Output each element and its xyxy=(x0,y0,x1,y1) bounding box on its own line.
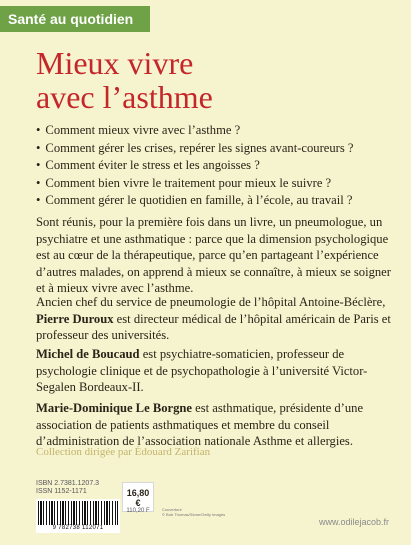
cover-credits xyxy=(162,507,225,517)
bio-text: est psychiatre-somaticien, professeur de psychologie clinique et de psychopathologie à l’université Victor-Segalen Bordeaux-II. xyxy=(36,347,368,394)
author-name: Marie-Dominique Le Borgne xyxy=(36,401,193,415)
price-box xyxy=(122,482,154,512)
publisher-website: www.odilejacob.fr xyxy=(318,517,389,527)
barcode-number: 9 782738 112071 xyxy=(52,525,104,531)
barcode xyxy=(36,499,120,533)
collection-credit: Collection dirigée par Édouard Zarifian xyxy=(36,446,211,458)
price-euro: 16,80 € xyxy=(126,488,150,508)
question-item: • Comment éviter le stress et les angoisses ? xyxy=(36,157,354,175)
title-line-1: Mieux vivre xyxy=(36,45,194,81)
question-list xyxy=(36,122,354,210)
issn-number: ISSN 1152-1171 xyxy=(36,488,87,495)
bio-text: est directeur médical de l’hôpital américain de Paris et professeur des universités. xyxy=(36,311,391,342)
bio-text: Ancien chef du service de pneumologie de l’hôpital Antoine-Béclère, xyxy=(36,295,386,309)
question-item: • Comment mieux vivre avec l’asthme ? xyxy=(36,122,354,140)
author-bio-duroux xyxy=(36,294,398,344)
question-item: • Comment gérer les crises, repérer les signes avant-coureurs ? xyxy=(36,140,354,158)
author-bio-leborgne xyxy=(36,400,398,450)
question-item: • Comment gérer le quotidien en famille, à l’école, au travail ? xyxy=(36,192,354,210)
series-label: Santé au quotidien xyxy=(0,6,150,32)
barcode-bars xyxy=(38,501,118,525)
isbn-block xyxy=(36,480,99,496)
author-name: Pierre Duroux xyxy=(36,311,114,326)
intro-paragraph: Sont réunis, pour la première fois dans un livre, un pneumologue, un psychiatre et une asthmatique : parce que la dimension psychologique est au cœur de la thérapeutique, parce qu’en partageant l’expérience d’autres malades, on apprend à mieux se connaître, à mieux se soigner et à mieux vivre avec l’asthme. xyxy=(36,215,391,295)
isbn-number: ISBN 2.7381.1207.3 xyxy=(36,480,100,487)
book-title xyxy=(36,46,213,114)
author-bio-boucaud xyxy=(36,346,398,396)
credits-line-2: © Bob Thomas/Stone/Getty Images xyxy=(162,512,226,517)
price-franc: 110,20 F xyxy=(126,508,150,514)
author-name: Michel de Boucaud xyxy=(36,347,140,361)
title-line-2: avec l’asthme xyxy=(36,79,213,115)
question-item: • Comment bien vivre le traitement pour mieux le suivre ? xyxy=(36,175,354,193)
credits-line-1: Couverture xyxy=(162,507,182,512)
bio-text: est asthmatique, présidente d’une association de patients asthmatiques et membre du conseil d’administration de l’association nationale Asthme et allergies. xyxy=(36,401,364,448)
